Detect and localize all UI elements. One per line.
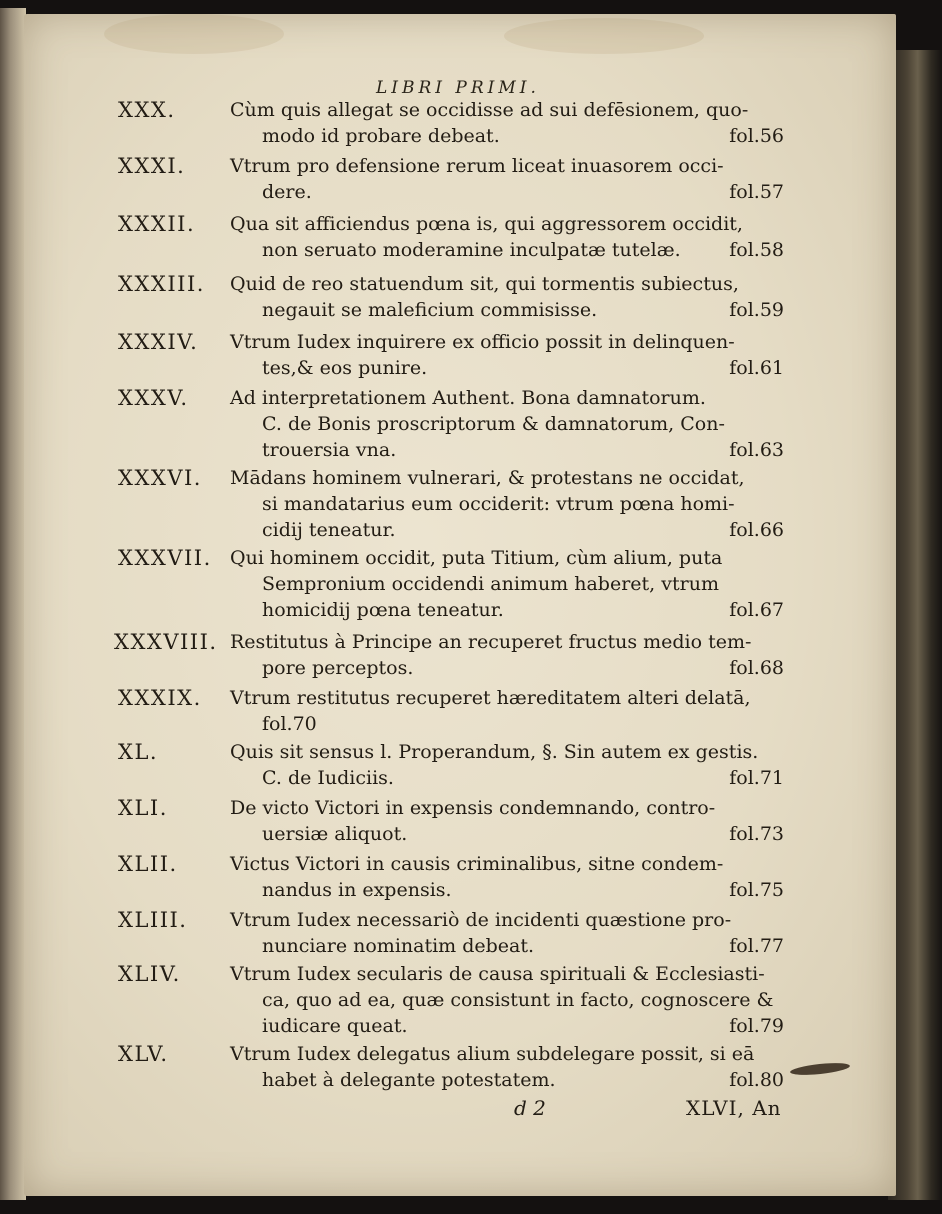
book-binding	[888, 50, 942, 1200]
folio-reference: fol.79	[729, 1015, 784, 1037]
chapter-title-line: dere.	[262, 181, 312, 203]
chapter-number: XLI.	[118, 796, 168, 820]
folio-reference: fol.61	[729, 357, 784, 379]
chapter-number: XL.	[118, 740, 159, 764]
chapter-number: XXXI.	[118, 154, 186, 178]
chapter-number: XXX.	[118, 98, 176, 122]
chapter-title-line: nunciare nominatim debeat.	[262, 935, 535, 957]
folio-reference: fol.57	[729, 181, 784, 203]
chapter-title-line: Vtrum Iudex delegatus alium subdelegare possit, si eā	[230, 1043, 755, 1065]
chapter-number: XXXVIII.	[114, 630, 218, 654]
folio-reference: fol.68	[729, 657, 784, 679]
chapter-title-line: C. de Bonis proscriptorum & damnatorum, Con-	[262, 413, 725, 435]
folio-reference: fol.71	[729, 767, 784, 789]
folio-reference: fol.80	[729, 1069, 784, 1091]
chapter-title-line: Restitutus à Principe an recuperet fructus medio tem-	[230, 631, 752, 653]
chapter-title-line: Qui hominem occidit, puta Titium, cùm alium, puta	[230, 547, 723, 569]
chapter-title-line: Vtrum Iudex necessariò de incidenti quæstione pro-	[230, 909, 732, 931]
folio-reference: fol.77	[729, 935, 784, 957]
chapter-number: XXXVII.	[118, 546, 212, 570]
folio-reference: fol.58	[729, 239, 784, 261]
chapter-number: XXXII.	[118, 212, 196, 236]
chapter-title-line: ca, quo ad ea, quæ consistunt in facto, cognoscere &	[262, 989, 774, 1011]
chapter-title-line: Vtrum Iudex inquirere ex officio possit in delinquen-	[230, 331, 735, 353]
chapter-number: XXXIX.	[118, 686, 202, 710]
chapter-title-line: De victo Victori in expensis condemnando, contro-	[230, 797, 716, 819]
chapter-title-line: tes,& eos punire.	[262, 357, 428, 379]
chapter-title-line: Vtrum restitutus recuperet hæreditatem alteri delatā,	[230, 687, 751, 709]
chapter-title-line: Quid de reo statuendum sit, qui tormentis subiectus,	[230, 273, 739, 295]
folio-reference: fol.63	[729, 439, 784, 461]
chapter-title-line: Vtrum pro defensione rerum liceat inuasorem occi-	[230, 155, 724, 177]
chapter-title-line: trouersia vna.	[262, 439, 397, 461]
chapter-title-line: Cùm quis allegat se occidisse ad sui defēsionem, quo-	[230, 99, 749, 121]
chapter-title-line: si mandatarius eum occiderit: vtrum pœna homi-	[262, 493, 735, 515]
catchword: XLVI, An	[686, 1096, 782, 1120]
chapter-title-line: Ad interpretationem Authent. Bona damnatorum.	[230, 387, 706, 409]
chapter-title-line: nandus in expensis.	[262, 879, 452, 901]
chapter-title-line: fol.70	[262, 713, 317, 735]
folio-reference: fol.73	[729, 823, 784, 845]
chapter-title-line: cidij teneatur.	[262, 519, 396, 541]
paper-stain	[504, 18, 704, 54]
chapter-title-line: iudicare queat.	[262, 1015, 408, 1037]
chapter-title-line: non seruato moderamine inculpatæ tutelæ.	[262, 239, 681, 261]
folio-reference: fol.66	[729, 519, 784, 541]
chapter-number: XXXIV.	[118, 330, 199, 354]
chapter-number: XLIII.	[118, 908, 188, 932]
chapter-number: XLII.	[118, 852, 178, 876]
chapter-title-line: Vtrum Iudex secularis de causa spirituali & Ecclesiasti-	[230, 963, 765, 985]
folio-reference: fol.75	[729, 879, 784, 901]
chapter-title-line: homicidij pœna teneatur.	[262, 599, 504, 621]
chapter-number: XXXVI.	[118, 466, 202, 490]
paper-stain	[104, 14, 284, 54]
chapter-title-line: Victus Victori in causis criminalibus, sitne condem-	[230, 853, 724, 875]
chapter-title-line: negauit se maleficium commisisse.	[262, 299, 598, 321]
book-page	[24, 14, 896, 1196]
chapter-number: XXXIII.	[118, 272, 205, 296]
chapter-title-line: habet à delegante potestatem.	[262, 1069, 556, 1091]
signature-mark: d 2	[514, 1096, 546, 1120]
chapter-title-line: pore perceptos.	[262, 657, 414, 679]
chapter-title-line: C. de Iudiciis.	[262, 767, 394, 789]
folio-reference: fol.56	[729, 125, 784, 147]
running-head: LIBRI PRIMI.	[376, 78, 540, 98]
chapter-number: XLV.	[118, 1042, 169, 1066]
chapter-title-line: Sempronium occidendi animum haberet, vtrum	[262, 573, 719, 595]
chapter-number: XLIV.	[118, 962, 181, 986]
chapter-title-line: Quis sit sensus l. Properandum, §. Sin autem ex gestis.	[230, 741, 759, 763]
chapter-title-line: uersiæ aliquot.	[262, 823, 408, 845]
chapter-number: XXXV.	[118, 386, 189, 410]
folio-reference: fol.59	[729, 299, 784, 321]
folio-reference: fol.67	[729, 599, 784, 621]
chapter-title-line: Mādans hominem vulnerari, & protestans ne occidat,	[230, 467, 745, 489]
chapter-title-line: modo id probare debeat.	[262, 125, 500, 147]
previous-page-edge	[0, 8, 26, 1200]
chapter-title-line: Qua sit afficiendus pœna is, qui aggressorem occidit,	[230, 213, 743, 235]
